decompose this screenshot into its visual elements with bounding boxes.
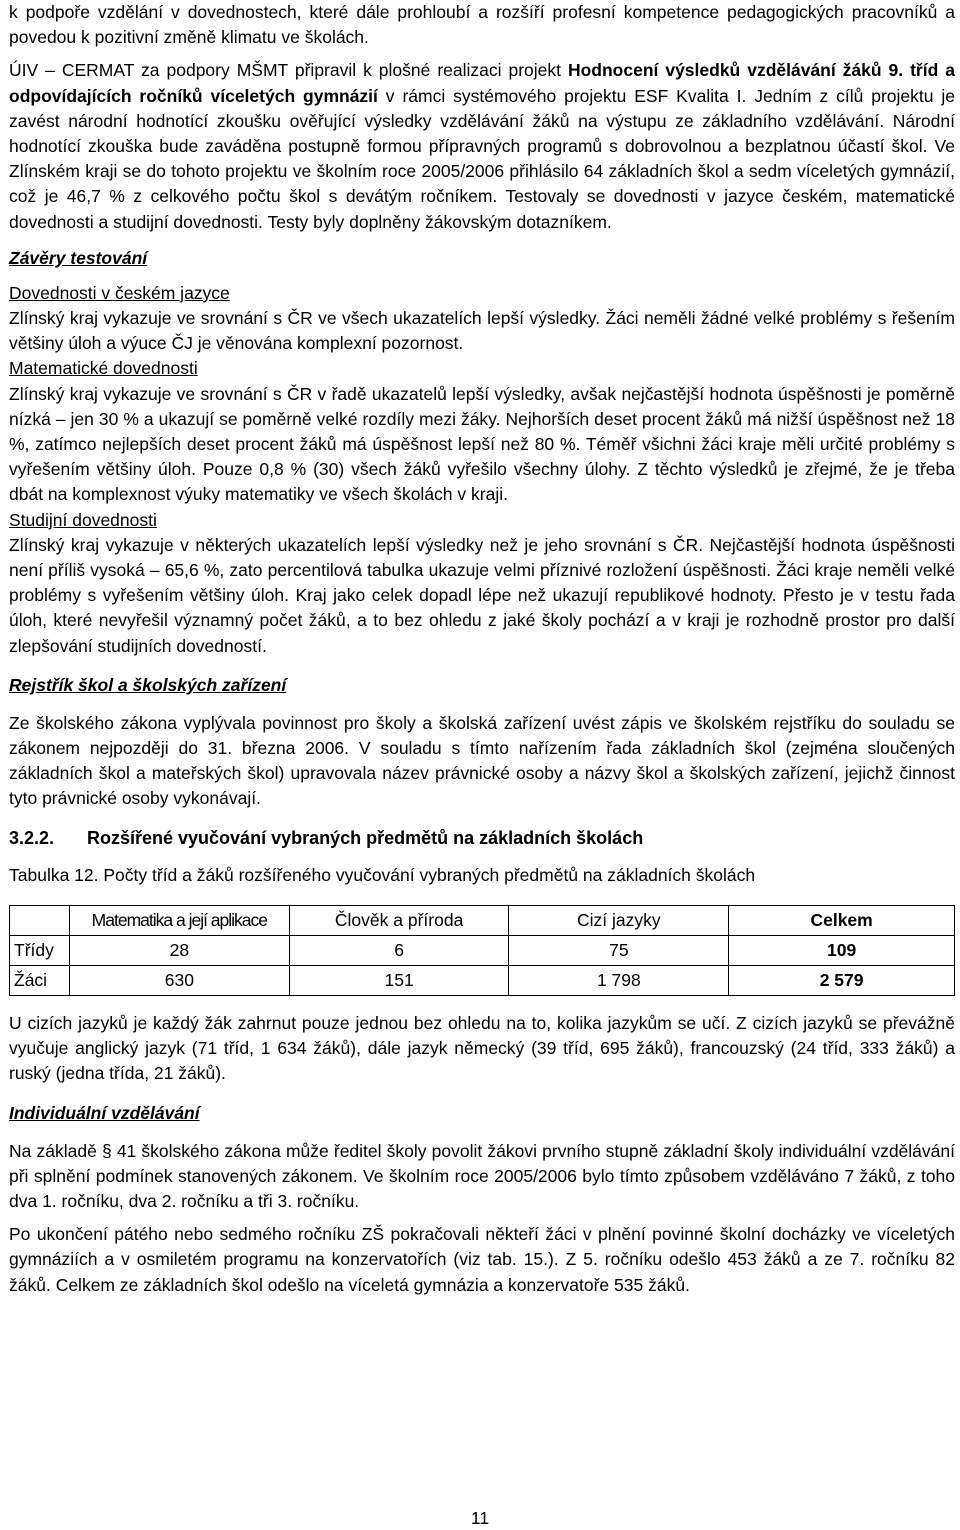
paragraph-study: Zlínský kraj vykazuje v některých ukazatelích lepší výsledky než je jeho srovnání s ČR. Nejčastější hodnota úspěšnosti není příliš vysoká – 65,6 %, zato percentilová tabulka ukazuje velmi příznivé rozložení úspěšnosti. Žáci kraje neměli velké problémy s vyřešením většiny úloh. Kraj jako celek dopadl lépe než ukazují republikové hodnoty. Přesto je v testu řada úloh, které nevyřešil významný počet žáků, a to bez ohledu z jaké školy pochází a v kraji je rozhodně prostor pro další zlepšování studijních dovedností. [9,534,955,656]
table-header-cell: Matematika a její aplikace [69,905,289,935]
page-number: 11 [470,1508,490,1528]
table-row [10,935,955,965]
section-title: Rozšířené vyučování vybraných předmětů na základních školách [87,827,644,848]
project-name: Hodnocení výsledků vzdělávání žáků 9. tříd a odpovídajících ročníků víceletých gymnázií [9,60,955,106]
data-table [9,905,955,996]
section-number: 3.2.2. [9,827,55,848]
table-header-cell: Člověk a příroda [289,905,509,935]
table-cell: Třídy [10,935,70,965]
table-cell: 1 798 [509,965,729,995]
subheading-czech: Dovednosti v českém jazyce [9,282,230,303]
table-cell: 6 [289,935,509,965]
table-header-cell: Cizí jazyky [509,905,729,935]
table-cell: 630 [69,965,289,995]
table-header-row [10,905,955,935]
intro-text-c: v rámci systémového projektu ESF Kvalita I. Jedním z cílů projektu je zavést národní hodnotící zkoušku ověřující výsledky vzdělávání žáků na výstupu ze základního vzdělávání. Národní hodnotící zkouška bude zaváděna postupně formou přípravných programů s dobrovolnou a bezplatnou účastí škol. Ve Zlínském kraji se do tohoto projektu ve školním roce 2005/2006 přihlásilo 64 základních škol a sedm víceletých gymnázií, což je 46,7 % z celkového počtu škol s devátým ročníkem. Testovaly se dovednosti v jazyce českém, matematické dovednosti a studijní dovednosti. Testy byly doplněny žákovským dotazníkem. [9,85,956,232]
subheading-study: Studijní dovednosti [9,509,157,530]
heading-zavery: Závěry testování [9,247,148,268]
table-header-cell [10,905,70,935]
heading-individualni: Individuální vzdělávání [9,1102,200,1123]
paragraph-czech: Zlínský kraj vykazuje ve srovnání s ČR ve všech ukazatelích lepší výsledky. Žáci neměli žádné velké problémy s řešením většiny úloh a výuce ČJ je věnována komplexní pozornost. [9,308,955,354]
table-cell: 75 [509,935,729,965]
paragraph-rejstrik: Ze školského zákona vyplývala povinnost pro školy a školská zařízení uvést zápis ve školském rejstříku do souladu se zákonem nejpozději do 31. března 2006. V souladu s tímto nařízením řada základních škol (zejména sloučených základních škol a mateřských škol) upravovala název právnické osoby a názvy škol a školských zařízení, jejichž činnost tyto právnické osoby vykonávají. [9,712,955,809]
intro-paragraph-2 [9,58,955,234]
table-row [10,965,955,995]
paragraph-individual-1: Na základě § 41 školského zákona může ředitel školy povolit žákovi prvního stupně základní školy individuální vzdělávání při splnění podmínek stanovených zákonem. Ve školním roce 2005/2006 bylo tímto způsobem vzděláváno 7 žáků, z toho dva 1. ročníku, dva 2. ročníku a tři 3. ročníku. [9,1140,955,1211]
table-header-cell: Celkem [729,905,955,935]
table-cell: Žáci [10,965,70,995]
table-cell: 109 [729,935,955,965]
paragraph-languages: U cizích jazyků je každý žák zahrnut pouze jednou bez ohledu na to, kolika jazykům se učí. Z cizích jazyků se převážně vyučuje anglický jazyk (71 tříd, 1 634 žáků), dále jazyk německý (39 tříd, 695 žáků), francouzský (24 tříd, 333 žáků) a ruský (jedna třída, 21 žáků). [9,1012,955,1084]
table-cell: 2 579 [729,965,955,995]
paragraph-math: Zlínský kraj vykazuje ve srovnání s ČR v řadě ukazatelů lepší výsledky, avšak nejčastější hodnota úspěšnosti je poměrně nízká – jen 30 % a ukazují se poměrně velké rozdíly mezi žáky. Nejhorších deset procent žáků má nižší úspěšnost než 18 %, zatímco nejlepších deset procent žáků má úspěšnost lepší než 80 %. Téměř všichni žáci kraje měli určité problémy s vyřešením většiny úloh. Pouze 0,8 % (30) všech žáků vyřešilo všechny úlohy. Z těchto výsledků je zřejmé, že je třeba dbát na komplexnost výuky matematiky ve všech školách v kraji. [9,383,955,505]
subheading-math: Matematické dovednosti [9,358,198,379]
paragraph-individual-2: Po ukončení pátého nebo sedmého ročníku ZŠ pokračovali někteří žáci v plnění povinné školní docházky ve víceletých gymnáziích a v osmiletém programu na konzervatořích (viz tab. 15.). Z 5. ročníku odešlo 453 žáků a ze 7. ročníku 82 žáků. Celkem ze základních škol odešlo na víceletá gymnázia a konzervatoře 535 žáků. [9,1224,955,1295]
heading-rejstrik: Rejstřík škol a školských zařízení [9,674,287,695]
table-caption: Tabulka 12. Počty tříd a žáků rozšířeného vyučování vybraných předmětů na základních školách [9,864,756,885]
section-heading [9,828,955,849]
intro-paragraph-1: k podpoře vzdělání v dovednostech, které dále prohloubí a rozšíří profesní kompetence pedagogických pracovníků a povedou k pozitivní změně klimatu ve školách. [9,2,955,48]
table-cell: 28 [69,935,289,965]
intro-text-a: ÚIV – CERMAT za podpory MŠMT připravil k plošné realizaci projekt [9,60,568,81]
document-page [9,0,955,1298]
table-cell: 151 [289,965,509,995]
